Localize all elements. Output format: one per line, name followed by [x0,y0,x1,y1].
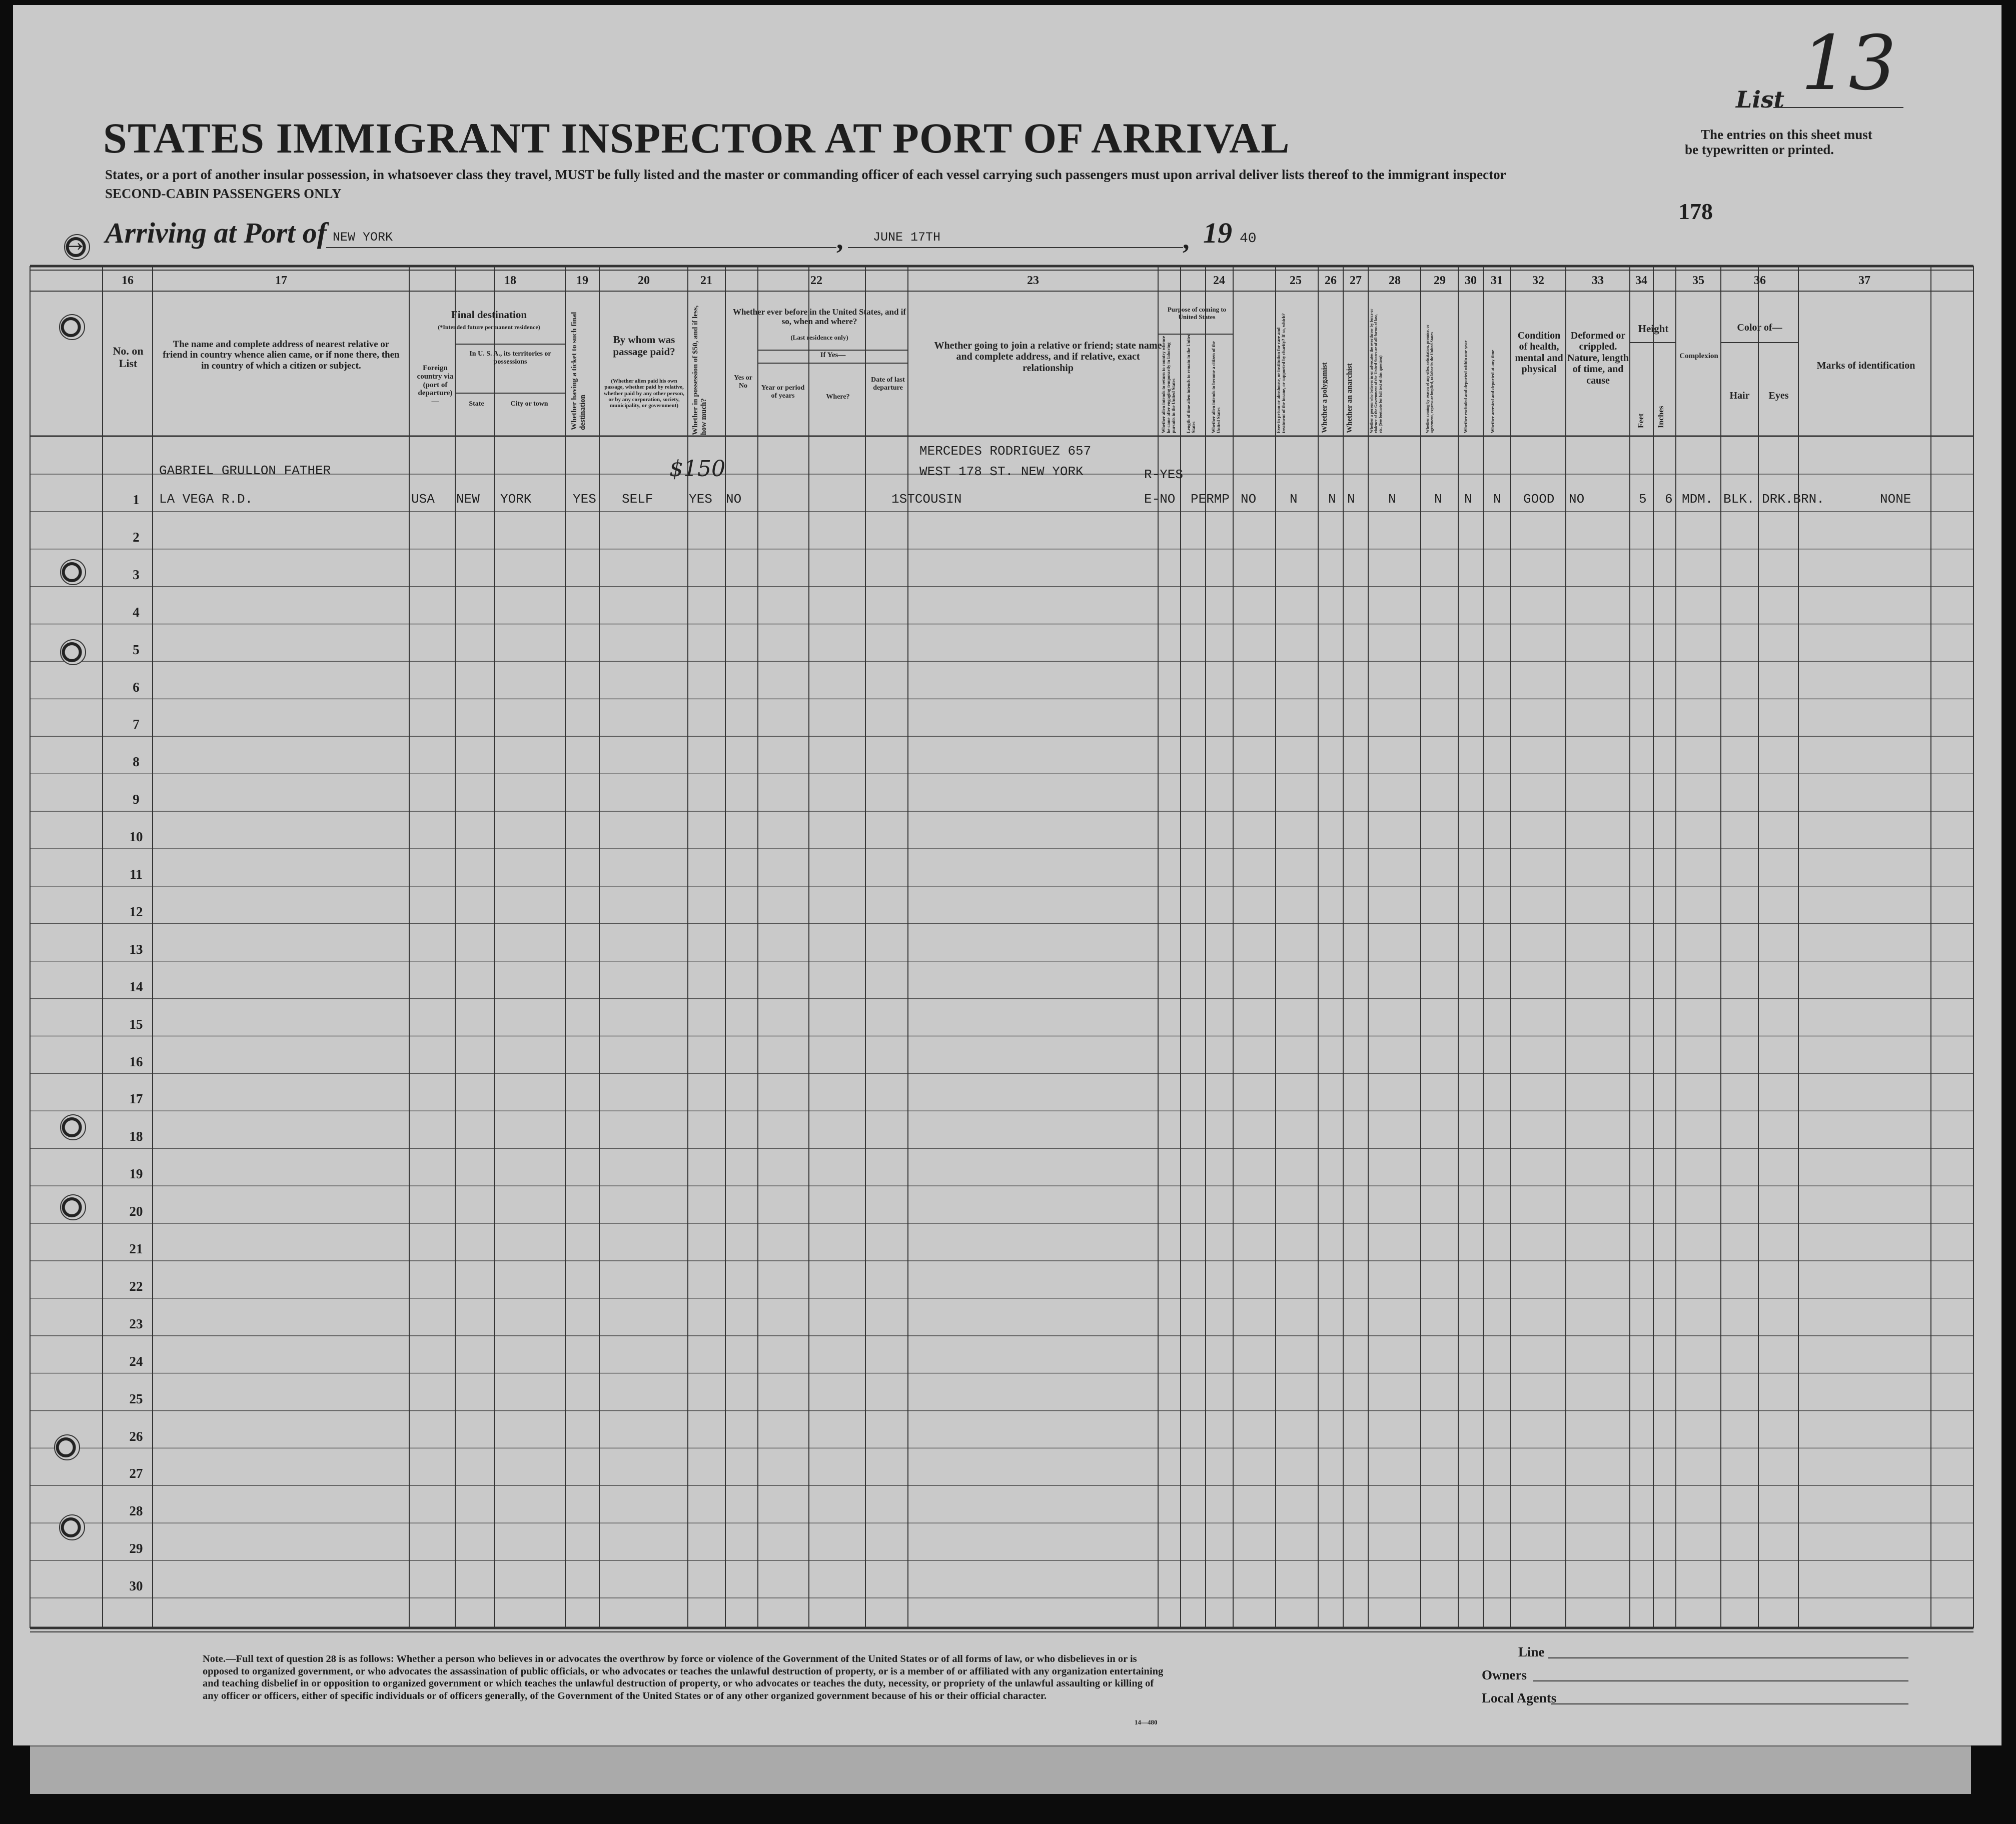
date-value: JUNE 17TH [873,230,941,245]
port-underline [326,247,836,248]
column-number: 29 [1434,274,1446,287]
column-number: 16 [122,274,134,287]
agents-label: Local Agents [1482,1690,1557,1705]
date-underline [848,247,1183,248]
col25-header: Ever in prison or almshouse, or institution for care and treatment of the insane, or supported by charity? If so, which? [1276,313,1286,433]
row-number: 13 [129,941,143,957]
col30-header: Whether excluded and deported within one year [1463,340,1468,433]
col24-c: Whether alien intends to become a citizen of the United States [1211,341,1221,433]
row-number: 27 [129,1466,143,1481]
col18-city: City or town [510,400,548,408]
punch-hole-icon [59,1514,85,1540]
entries-note-1: The entries on this sheet must [1701,127,1872,142]
column-number: 18 [504,274,516,287]
column-number: 21 [700,274,712,287]
instruction-text: States, or a port of another insular possession, in whatsoever class they travel, MUST be fully listed and the master or commanding officer of each vessel carrying such passengers must upon arrival deliver lists thereof to the immigrant inspector [105,167,1506,182]
col32-header: Condition of health, mental and physical [1515,330,1563,375]
q28-value: N [1388,492,1396,507]
column-number: 32 [1532,274,1544,287]
punch-hole-icon [60,639,86,665]
col18-usa: In U. S. A., its territories or possessions [469,350,551,366]
row-number: 4 [133,604,140,620]
length-of-stay-value: PERMP [1191,492,1230,507]
hair-value: BLK. [1723,492,1755,507]
row-number: 2 [133,529,140,545]
row-number: 29 [129,1541,143,1556]
citizen-value: NO [1241,492,1257,507]
purpose-line-2: E-NO [1144,492,1176,507]
column-number: 17 [275,274,287,287]
port-comma: , [836,225,843,255]
col21-header: Whether in possession of $50, and if less, how much? [691,305,708,435]
owners-label: Owners [1482,1667,1527,1682]
row-number: 22 [129,1278,143,1294]
money-value: YES [689,492,712,507]
joining-relation: 1STCOUSIN [891,492,962,507]
column-number: 26 [1325,274,1337,287]
col16-header: No. on List [113,345,144,370]
polygamist-value: N [1328,492,1336,507]
col18-foreign: Foreign country via (port of departure)— [417,364,454,406]
col22-note: (Last residence only) [790,334,848,341]
punch-hole-icon [60,559,86,585]
col36-hair: Hair [1729,390,1750,401]
col28-header: Whether a person who believes in or advocates the overthrow by force or violence of the Government of the United States or of all forms of law, etc. (See footnote for full text of this question) [1369,309,1383,433]
feet-value: 5 [1639,492,1647,507]
col36-eyes: Eyes [1768,390,1789,401]
punch-hole-icon [60,1114,86,1140]
row-number: 30 [129,1578,143,1594]
marks-value: NONE [1880,492,1911,507]
column-number: 30 [1465,274,1477,287]
col22-ifyes: If Yes— [820,351,846,359]
column-number: 23 [1027,274,1039,287]
row-number: 17 [129,1091,143,1107]
col18-state: State [469,400,484,408]
list-number: 13 [1801,20,1896,107]
row-number: 28 [129,1503,143,1519]
row-number: 16 [129,1054,143,1069]
ticket-value: YES [573,492,596,507]
agents-field [1551,1703,1908,1704]
joining-line-1: MERCEDES RODRIGUEZ 657 [919,444,1092,459]
year-prefix: 19 [1203,217,1232,249]
col22-where: Where? [826,393,850,401]
column-number: 33 [1592,274,1604,287]
arrow-icon: → [60,227,88,258]
col33-header: Deformed or crippled. Nature, length of time, and cause [1567,330,1629,386]
punch-hole-icon [59,314,85,340]
row-number: 7 [133,717,140,732]
col27-header: Whether an anarchist [1346,363,1354,433]
column-number: 20 [638,274,650,287]
row-number: 14 [129,979,143,994]
city-value: YORK [500,492,532,507]
punch-hole-icon [54,1434,80,1460]
port-value: NEW YORK [333,230,393,245]
year-suffix: 40 [1240,231,1257,247]
col34-inches: Inches [1657,406,1665,428]
col19-header: Whether having a ticket to such final destination [570,312,587,430]
col20-note: (Whether alien paid his own passage, whether paid by relative, whether paid by any other person, or by any corporation, society, municipality, or government) [604,378,684,409]
row-number: 5 [133,642,140,657]
row-number: 18 [129,1129,143,1144]
row-number: 24 [129,1353,143,1369]
column-number: 31 [1491,274,1503,287]
row-number: 15 [129,1016,143,1032]
row-number: 3 [133,567,140,582]
deformed-value: NO [1569,492,1585,507]
column-number: 19 [576,274,588,287]
sheet-number: 178 [1678,199,1713,224]
col24-title: Purpose of coming to United States [1167,306,1227,321]
list-label: List [1736,86,1784,113]
col22-year: Year or period of years [761,384,805,400]
inches-value: 6 [1665,492,1673,507]
joining-line-2: WEST 178 ST. NEW YORK [919,464,1084,479]
form-number: 14—480 [1135,1718,1158,1726]
col22-yesno: Yes or No [734,374,752,390]
row-number: 12 [129,904,143,919]
q31-value: N [1493,492,1501,507]
col18-title: Final destination [451,309,527,321]
row-number: 11 [130,867,143,882]
eyes-value: DRK.BRN. [1762,492,1824,507]
col22-title: Whether ever before in the United States, and if so, when and where? [732,307,906,327]
col24-a: Whether alien intends to return to country whence he came after engaging temporarily in laboring pursuits in the United States [1161,336,1176,433]
column-number: 27 [1350,274,1362,287]
row-number: 19 [129,1166,143,1182]
row-number: 25 [129,1391,143,1406]
date-comma: , [1183,225,1190,255]
purpose-line-1: R-YES [1144,467,1184,482]
list-number-underline [1773,107,1903,108]
q30-value: N [1464,492,1472,507]
complexion-value: MDM. [1682,492,1713,507]
anarchist-value: N [1347,492,1355,507]
row-number: 10 [129,829,143,845]
row-number: 9 [133,792,140,807]
page-title: STATES IMMIGRANT INSPECTOR AT PORT OF ARRIVAL [103,114,1290,162]
col20-title: By whom was passage paid? [613,334,675,358]
before-in-us-value: NO [726,492,742,507]
col37-header: Marks of identification [1816,360,1915,371]
row-number: 21 [129,1241,143,1256]
col34-feet: Feet [1637,413,1645,428]
line-field [1548,1657,1908,1658]
column-number: 35 [1692,274,1704,287]
col34-title: Height [1638,323,1669,335]
row-number: 8 [133,754,140,770]
col31-header: Whether arrested and deported at any time [1490,350,1495,433]
row-number: 23 [129,1316,143,1331]
col22-date: Date of last departure [871,376,905,392]
col24-b: Length of time alien intends to remain in the United States [1186,333,1196,433]
health-value: GOOD [1523,492,1555,507]
class-line: SECOND-CABIN PASSENGERS ONLY [105,186,342,201]
column-number: 22 [810,274,822,287]
line-label: Line [1518,1644,1545,1659]
col18-note: (*Intended future permanent residence) [438,324,540,331]
foreign-country-value: USA [411,492,435,507]
state-value: NEW [456,492,480,507]
relative-line-2: LA VEGA R.D. [159,492,253,507]
q29-value: N [1434,492,1442,507]
owners-field [1533,1680,1908,1681]
col17-header: The name and complete address of nearest relative or friend in country whence alien came, or if none there, then in country of which a citizen or subject. [163,339,400,371]
arriving-label: Arriving at Port of [105,217,327,249]
paid-by-value: SELF [622,492,653,507]
column-number: 28 [1389,274,1401,287]
relative-line-1: GABRIEL GRULLON FATHER [159,463,331,478]
entries-note-2: be typewritten or printed. [1685,142,1834,157]
row-number: 6 [133,679,140,695]
punch-hole-icon [60,1194,86,1220]
row-number: 1 [133,492,140,507]
row-number: 20 [129,1204,143,1219]
prison-value: N [1290,492,1298,507]
col35-header: Complexion [1679,352,1718,360]
col36-title: Color of— [1737,322,1782,333]
column-number: 25 [1290,274,1302,287]
column-number: 36 [1754,274,1766,287]
column-number: 24 [1213,274,1225,287]
col23-header: Whether going to join a relative or friend; state name and complete address, and if relative, exact relationship [934,340,1162,374]
col26-header: Whether a polygamist [1321,362,1329,433]
footer-note: Note.—Full text of question 28 is as follows: Whether a person who believes in or advocates the overthrow by force or violence of the Government of the United States or of all forms of law, or who disbelieves in or is opposed to organized government, or who advocates the assassination of public officials, or who advocates or teaches the unlawful destruction of property, or is a member of or affiliated with any organization entertaining and teaching disbelief in or opposition to organized government or which teaches the unlawful destruction of property, or who advocates or teaches the duty, necessity, or propriety of the unlawful assaulting or killing of any officer or officers, either of specific individuals or of officers generally, of the Government of the United States or of any other organized government because of his or their official character. [203,1653,1164,1701]
money-amount-handwritten: $150 [669,456,725,482]
column-number: 34 [1635,274,1647,287]
row-number: 26 [129,1428,143,1444]
col29-header: Whether coming by reason of any offer, solicitation, promise, or agreement, express or implied, to labor in the United States [1425,325,1434,433]
column-number: 37 [1858,274,1870,287]
